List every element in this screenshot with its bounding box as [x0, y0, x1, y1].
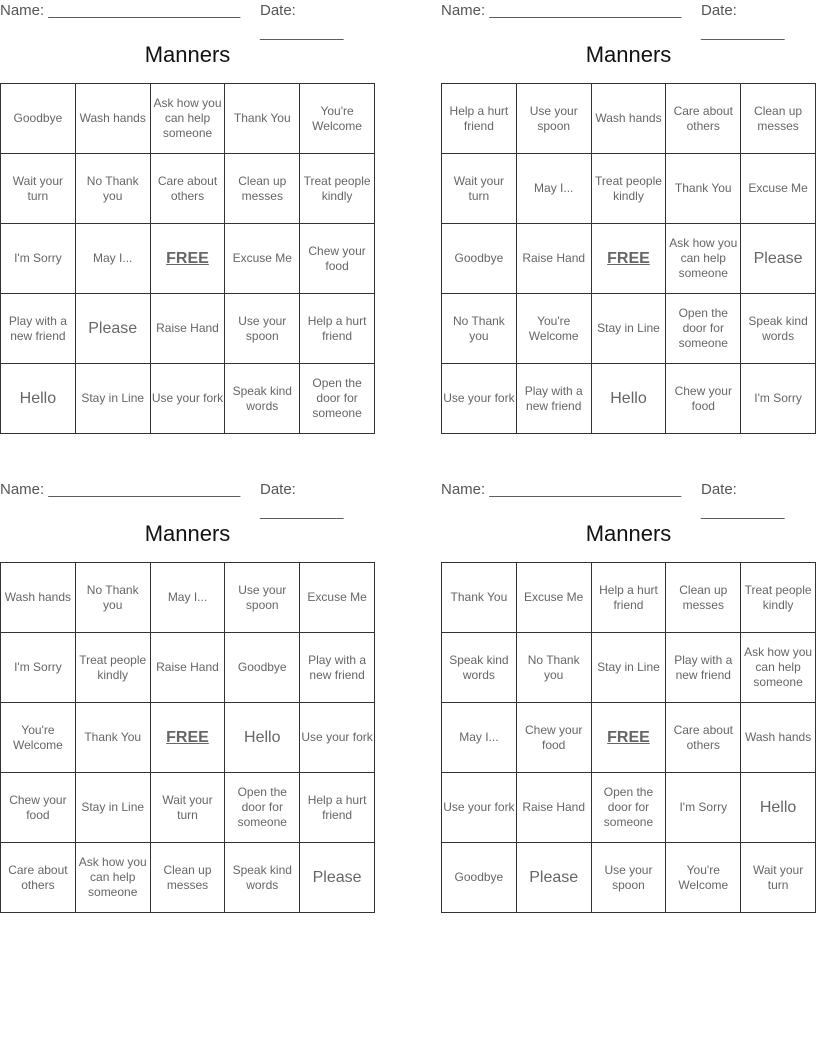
bingo-cell: Play with a new friend: [666, 633, 741, 703]
bingo-cell: Goodbye: [442, 224, 517, 294]
bingo-cell: Ask how you can help someone: [741, 633, 816, 703]
bingo-cell: Wait your turn: [442, 154, 517, 224]
bingo-cell: Clean up messes: [666, 563, 741, 633]
bingo-cell: I'm Sorry: [1, 224, 76, 294]
bingo-cell: No Thank you: [442, 294, 517, 364]
bingo-cell: I'm Sorry: [1, 633, 76, 703]
bingo-cell: Ask how you can help someone: [666, 224, 741, 294]
bingo-cell: Speak kind words: [225, 364, 300, 434]
bingo-cell: Clean up messes: [225, 154, 300, 224]
bingo-row: [442, 84, 816, 154]
bingo-cell: Raise Hand: [150, 633, 225, 703]
bingo-cell: Play with a new friend: [516, 364, 591, 434]
bingo-cell: Help a hurt friend: [300, 294, 375, 364]
date-field-label: Date: __________: [701, 481, 785, 520]
card-title: Manners: [144, 42, 231, 67]
bingo-cell: I'm Sorry: [666, 773, 741, 843]
bingo-cell: Wash hands: [1, 563, 76, 633]
bingo-cell: You're Welcome: [516, 294, 591, 364]
bingo-row: [1, 154, 375, 224]
bingo-cell: You're Welcome: [1, 703, 76, 773]
bingo-cell: Chew your food: [300, 224, 375, 294]
free-space: FREE: [591, 703, 666, 773]
bingo-cell: May I...: [442, 703, 517, 773]
bingo-cell: Speak kind words: [741, 294, 816, 364]
bingo-cell: Ask how you can help someone: [150, 84, 225, 154]
bingo-cell: Treat people kindly: [75, 633, 150, 703]
bingo-cell: Treat people kindly: [300, 154, 375, 224]
bingo-cell: Care about others: [1, 843, 76, 913]
bingo-grid: [441, 562, 816, 913]
date-field-label: Date: __________: [260, 481, 344, 520]
bingo-cell: Use your spoon: [591, 843, 666, 913]
bingo-cell: Please: [516, 843, 591, 913]
bingo-cell: Excuse Me: [741, 154, 816, 224]
bingo-cell: Goodbye: [1, 84, 76, 154]
bingo-cell: Please: [300, 843, 375, 913]
bingo-cell: Play with a new friend: [300, 633, 375, 703]
bingo-cell: Clean up messes: [741, 84, 816, 154]
bingo-cell: No Thank you: [75, 563, 150, 633]
bingo-card: [0, 479, 375, 899]
bingo-cell: Thank You: [442, 563, 517, 633]
bingo-cell: Wash hands: [741, 703, 816, 773]
bingo-row: [442, 294, 816, 364]
bingo-cell: Use your spoon: [225, 563, 300, 633]
bingo-cell: Open the door for someone: [300, 364, 375, 434]
card-header: [441, 0, 816, 41]
bingo-row: [1, 563, 375, 633]
bingo-card: [441, 0, 816, 413]
bingo-cell: Use your fork: [300, 703, 375, 773]
bingo-cell: Clean up messes: [150, 843, 225, 913]
bingo-cell: Excuse Me: [300, 563, 375, 633]
bingo-cell: I'm Sorry: [741, 364, 816, 434]
bingo-cell: May I...: [516, 154, 591, 224]
bingo-cell: Thank You: [75, 703, 150, 773]
bingo-cell: Open the door for someone: [666, 294, 741, 364]
bingo-cell: Raise Hand: [516, 773, 591, 843]
bingo-row: [1, 224, 375, 294]
bingo-cell: Wash hands: [75, 84, 150, 154]
bingo-cell: Thank You: [666, 154, 741, 224]
bingo-cell: Open the door for someone: [225, 773, 300, 843]
bingo-cell: Care about others: [150, 154, 225, 224]
bingo-cell: Excuse Me: [225, 224, 300, 294]
bingo-row: [1, 294, 375, 364]
bingo-cell: Hello: [1, 364, 76, 434]
bingo-cell: May I...: [150, 563, 225, 633]
bingo-cell: Chew your food: [666, 364, 741, 434]
bingo-cell: Help a hurt friend: [300, 773, 375, 843]
date-field-label: Date: __________: [701, 2, 785, 41]
free-space: FREE: [150, 703, 225, 773]
bingo-cell: Goodbye: [442, 843, 517, 913]
card-title: Manners: [585, 42, 672, 67]
bingo-row: [442, 563, 816, 633]
bingo-card: [0, 0, 375, 420]
bingo-cell: Treat people kindly: [741, 563, 816, 633]
bingo-cell: Use your fork: [150, 364, 225, 434]
bingo-cell: Speak kind words: [225, 843, 300, 913]
bingo-row: [1, 84, 375, 154]
bingo-cell: Wash hands: [591, 84, 666, 154]
card-header: [0, 479, 375, 520]
bingo-cell: Wait your turn: [1, 154, 76, 224]
bingo-cell: Hello: [741, 773, 816, 843]
bingo-cell: Wait your turn: [741, 843, 816, 913]
bingo-grid: [0, 83, 375, 434]
bingo-cell: Help a hurt friend: [591, 563, 666, 633]
date-field-label: Date: __________: [260, 2, 344, 41]
bingo-cell: You're Welcome: [666, 843, 741, 913]
bingo-cell: Wait your turn: [150, 773, 225, 843]
bingo-cell: You're Welcome: [300, 84, 375, 154]
bingo-cell: Open the door for someone: [591, 773, 666, 843]
bingo-row: [1, 703, 375, 773]
bingo-cell: No Thank you: [516, 633, 591, 703]
bingo-cell: Please: [741, 224, 816, 294]
bingo-cell: Care about others: [666, 84, 741, 154]
bingo-cell: Use your fork: [442, 773, 517, 843]
bingo-cell: Stay in Line: [75, 364, 150, 434]
bingo-cell: Chew your food: [1, 773, 76, 843]
bingo-cell: Stay in Line: [591, 633, 666, 703]
card-title: Manners: [585, 521, 672, 546]
name-field-label: Name: _______________________: [0, 2, 241, 19]
bingo-cell: Treat people kindly: [591, 154, 666, 224]
bingo-row: [442, 843, 816, 913]
bingo-row: [442, 773, 816, 843]
bingo-row: [442, 703, 816, 773]
bingo-cell: Chew your food: [516, 703, 591, 773]
bingo-cell: Use your spoon: [225, 294, 300, 364]
bingo-cell: Stay in Line: [75, 773, 150, 843]
bingo-cell: Stay in Line: [591, 294, 666, 364]
bingo-cell: Raise Hand: [150, 294, 225, 364]
bingo-cell: Raise Hand: [516, 224, 591, 294]
card-header: [441, 479, 816, 520]
bingo-grid: [0, 562, 375, 913]
free-space: FREE: [591, 224, 666, 294]
bingo-cell: Hello: [591, 364, 666, 434]
bingo-row: [442, 633, 816, 703]
bingo-row: [1, 364, 375, 434]
bingo-cell: No Thank you: [75, 154, 150, 224]
bingo-cell: Use your spoon: [516, 84, 591, 154]
name-field-label: Name: _______________________: [0, 481, 241, 498]
bingo-grid: [441, 83, 816, 434]
bingo-row: [1, 843, 375, 913]
name-field-label: Name: _______________________: [441, 2, 682, 19]
bingo-cell: Goodbye: [225, 633, 300, 703]
bingo-cell: Please: [75, 294, 150, 364]
bingo-row: [1, 773, 375, 843]
free-space: FREE: [150, 224, 225, 294]
bingo-cell: Use your fork: [442, 364, 517, 434]
bingo-row: [442, 224, 816, 294]
bingo-cell: Hello: [225, 703, 300, 773]
bingo-cell: Care about others: [666, 703, 741, 773]
bingo-cell: May I...: [75, 224, 150, 294]
bingo-cell: Help a hurt friend: [442, 84, 517, 154]
bingo-card: [441, 479, 816, 892]
bingo-cell: Play with a new friend: [1, 294, 76, 364]
bingo-row: [442, 364, 816, 434]
bingo-row: [442, 154, 816, 224]
name-field-label: Name: _______________________: [441, 481, 682, 498]
card-title: Manners: [144, 521, 231, 546]
bingo-cell: Excuse Me: [516, 563, 591, 633]
bingo-cell: Ask how you can help someone: [75, 843, 150, 913]
bingo-row: [1, 633, 375, 703]
bingo-cell: Speak kind words: [442, 633, 517, 703]
card-header: [0, 0, 375, 41]
bingo-cell: Thank You: [225, 84, 300, 154]
